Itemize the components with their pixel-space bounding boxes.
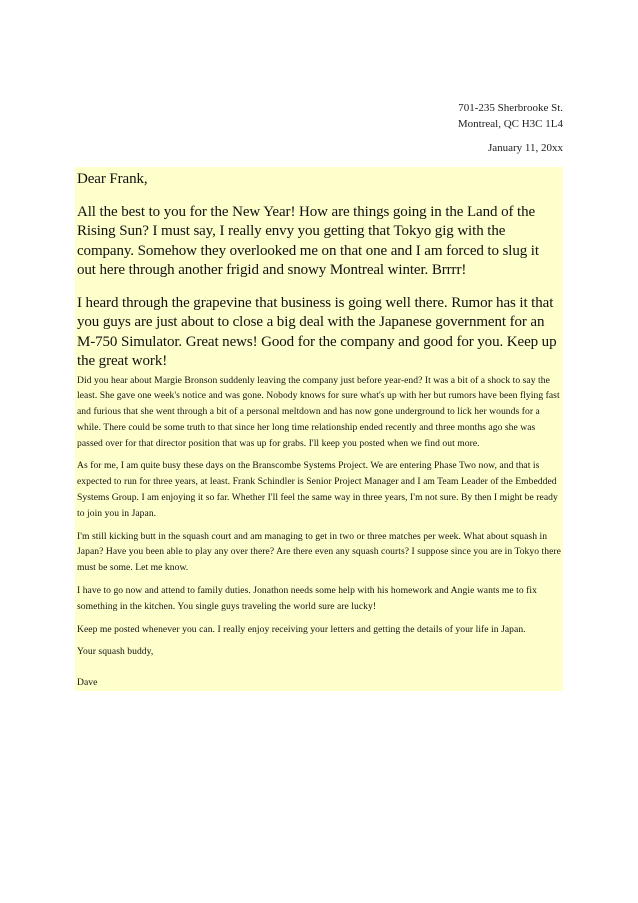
paragraph-squash: I'm still kicking butt in the squash court and am managing to get in two or three matches per week. What about squash in Japan? Have you been able to play any over there? Are there even any squash courts? I suppose since you are in Tokyo there must be some. Let me know. (77, 530, 561, 574)
paragraph-keep-posted: Keep me posted whenever you can. I really enjoy receiving your letters and getting the details of your life in Japan. (77, 623, 526, 635)
salutation: Dear Frank, (77, 171, 148, 187)
closing: Your squash buddy, (77, 646, 154, 658)
letter-date: January 11, 20xx (487, 142, 563, 154)
paragraph-margie: Did you hear about Margie Bronson suddenly leaving the company just before year-end? It was a bit of a shock to say the least. She gave one week's notice and was gone. Nobody knows for sure what's up with her but rumors have been flying fast and furious that she went through a bit of a personal meltdown and has now gone underground to lick her wounds for a while. There could be some truth to that since her long time relationship ended recently and three months ago she was passed over for that director position that was up for grabs. I'll keep you posted when we find out more. (77, 374, 560, 449)
letter-body (75, 167, 563, 691)
paragraph-new-year: All the best to you for the New Year! How are things going in the Land of the Rising Sun? I must say, I really envy you getting that Tokyo gig with the company. Somehow they overlooked me on that one and I am forced to slug it out here through another frigid and snowy Montreal winter. Brrrr! (77, 203, 539, 278)
paragraph-family: I have to go now and attend to family duties. Jonathon needs some help with his homework and Angie wants me to fix something in the kitchen. You single guys traveling the world sure are lucky! (77, 585, 537, 612)
signature: Dave (77, 677, 98, 689)
paragraph-business: I heard through the grapevine that business is going well there. Rumor has it that you guys are just about to close a big deal with the Japanese government for an M-750 Simulator. Great news! Good for the company and good for you. Keep up the great work! (77, 294, 557, 369)
paragraph-project: As for me, I am quite busy these days on the Branscombe Systems Project. We are entering Phase Two now, and that is expected to run for three years, at least. Frank Schindler is Senior Project Manager and I am Team Leader of the Embedded Systems Group. I am enjoying it so far. Whether I'll feel the same way in three years, I'm not sure. By then I might be ready to join you in Japan. (77, 460, 558, 519)
address-line-2: Montreal, QC H3C 1L4 (457, 118, 563, 130)
sender-address (458, 100, 563, 132)
address-line-1: 701-235 Sherbrooke St. (458, 102, 563, 114)
